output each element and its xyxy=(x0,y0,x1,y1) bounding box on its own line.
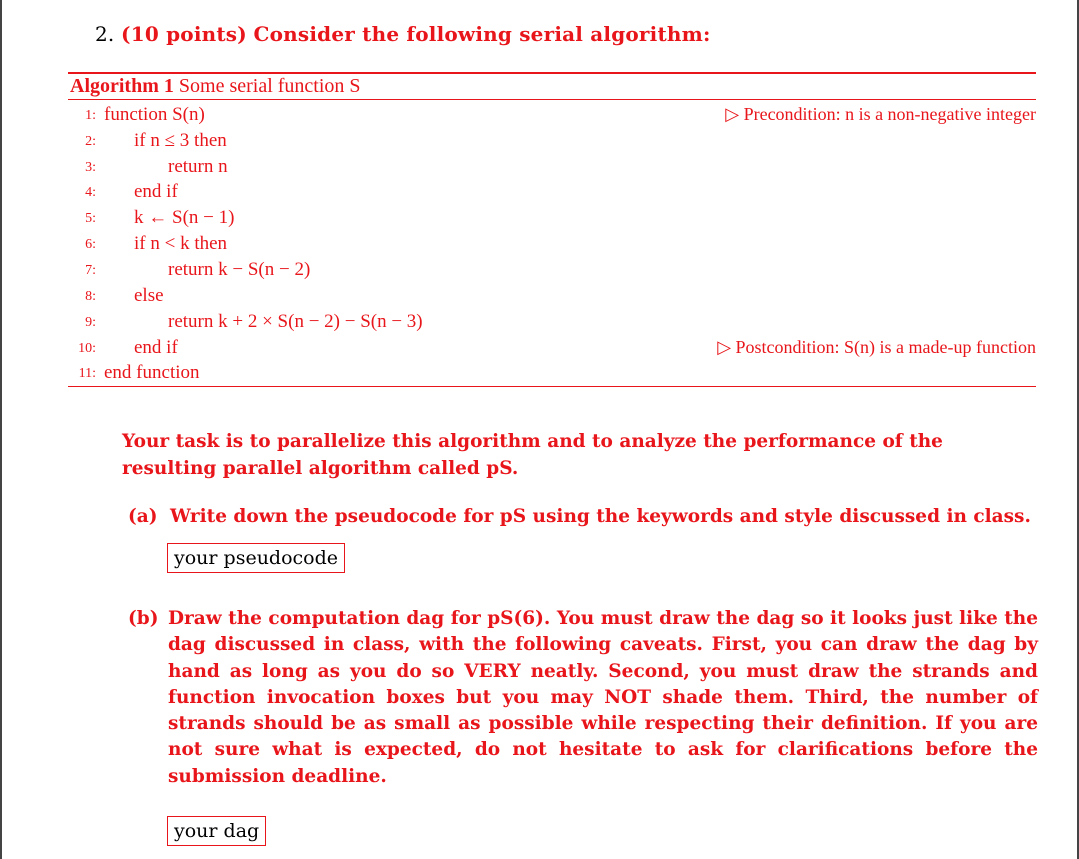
line-code: return n xyxy=(168,156,228,177)
line-number: 6: xyxy=(85,237,96,252)
page-border-left xyxy=(0,0,2,859)
part-a-label: (a) xyxy=(128,506,158,527)
question-text: Consider the following serial algorithm: xyxy=(253,22,711,46)
line-code: end if xyxy=(134,181,178,202)
line-code: end function xyxy=(104,362,200,383)
algorithm-bottom-rule xyxy=(68,386,1036,387)
algorithm-line-9 xyxy=(70,311,1036,335)
line-code: k ← S(n − 1) xyxy=(134,207,235,228)
line-code: end if xyxy=(134,337,178,358)
line-number: 10: xyxy=(78,341,96,356)
line-number: 11: xyxy=(78,366,96,381)
line-code: return k − S(n − 2) xyxy=(168,259,311,280)
part-b xyxy=(128,606,1038,790)
line-number: 7: xyxy=(85,263,96,278)
line-code: if n < k then xyxy=(134,233,228,254)
line-code: if n ≤ 3 then xyxy=(134,130,227,151)
algorithm-line-2 xyxy=(70,130,1036,154)
dag-answer-box[interactable]: your dag xyxy=(167,816,266,846)
line-number: 9: xyxy=(85,315,96,330)
pseudocode-answer-box[interactable]: your pseudocode xyxy=(167,543,345,573)
question-points: (10 points) xyxy=(121,22,247,46)
part-a xyxy=(128,503,1038,530)
line-number: 8: xyxy=(85,289,96,304)
line-comment: ▷ Precondition: n is a non-negative integer xyxy=(725,104,1036,124)
algorithm-line-3 xyxy=(70,156,1036,180)
line-number: 3: xyxy=(85,160,96,175)
algorithm-caption xyxy=(70,75,361,98)
line-comment: ▷ Postcondition: S(n) is a made-up function xyxy=(717,337,1036,357)
part-b-text: Draw the computation dag for pS(6). You must draw the dag so it looks just like the dag discussed in class, with the following caveats. First, you can draw the dag by hand as long as you do so VERY neatly. Second, you must draw the strands and function invocation boxes but you may NOT shade them. Third, the number of strands should be as small as possible while respecting their definition. If you are not sure what is expected, do not hesitate to ask for clarifications before the submission deadline. xyxy=(168,608,1038,787)
question-heading xyxy=(95,22,711,46)
task-paragraph: Your task is to parallelize this algorithm and to analyze the performance of the resulting parallel algorithm called pS. xyxy=(122,431,943,479)
line-code: else xyxy=(134,285,164,306)
algorithm-line-6 xyxy=(70,233,1036,257)
algorithm-line-4 xyxy=(70,181,1036,205)
line-code: function S(n) xyxy=(104,104,205,125)
line-number: 1: xyxy=(85,108,96,123)
line-number: 2: xyxy=(85,134,96,149)
part-a-text: Write down the pseudocode for pS using the keywords and style discussed in class. xyxy=(169,506,1031,527)
algorithm-line-5 xyxy=(70,207,1036,231)
part-b-label: (b) xyxy=(128,608,159,629)
algorithm-line-7 xyxy=(70,259,1036,283)
algorithm-caption-text: Some serial function S xyxy=(178,75,361,97)
line-number: 5: xyxy=(85,211,96,226)
algorithm-line-11 xyxy=(70,362,1036,386)
question-number: 2. xyxy=(95,22,115,46)
line-number: 4: xyxy=(85,185,96,200)
algorithm-line-8 xyxy=(70,285,1036,309)
line-code: return k + 2 × S(n − 2) − S(n − 3) xyxy=(168,311,423,332)
algorithm-caption-label: Algorithm 1 xyxy=(70,75,174,97)
algorithm-top-rule xyxy=(68,72,1036,74)
algorithm-line-1 xyxy=(70,104,1036,128)
algorithm-caption-rule xyxy=(68,99,1036,100)
algorithm-line-10 xyxy=(70,337,1036,361)
